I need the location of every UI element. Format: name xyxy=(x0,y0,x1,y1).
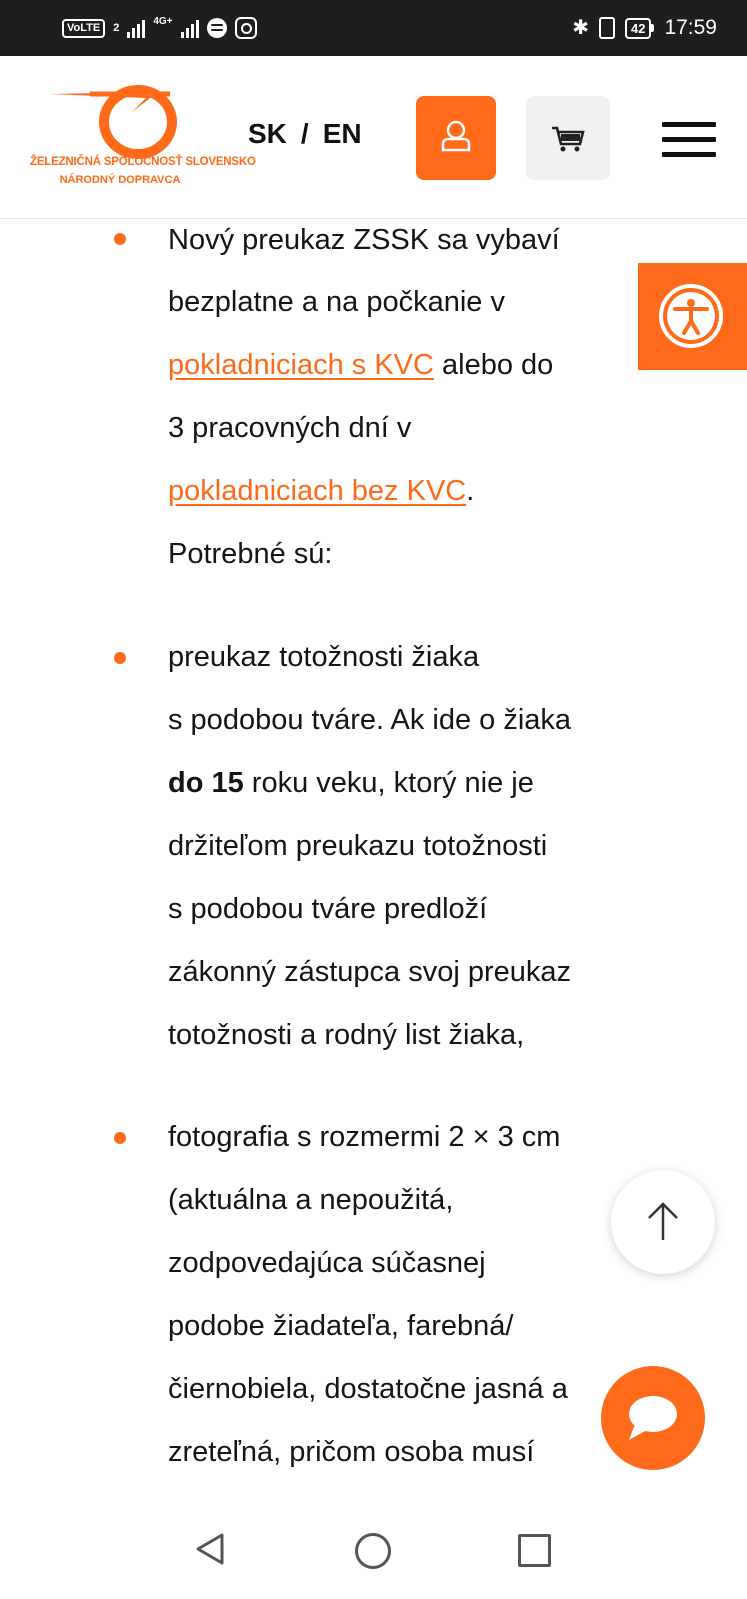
link-pokladnice-kvc[interactable]: pokladniciach s KVC xyxy=(168,349,434,381)
bluetooth-icon: ✱ xyxy=(572,17,589,39)
list-item-line: zákonný zástupca svoj preukaz xyxy=(168,956,571,988)
paragraph-line: 3 pracovných dní v xyxy=(168,412,412,444)
link-pokladnice-bez-kvc[interactable]: pokladniciach bez KVC xyxy=(168,475,467,507)
chat-button[interactable] xyxy=(601,1366,705,1470)
bullet-icon xyxy=(114,1132,126,1144)
paragraph-line xyxy=(168,348,553,382)
lang-separator: / xyxy=(300,118,309,149)
list-item-line: čiernobiela, dostatočne jasná a xyxy=(168,1373,568,1405)
status-bar xyxy=(0,0,747,56)
paragraph-line: Nový preukaz ZSSK sa vybaví xyxy=(168,224,560,256)
list-item-line: fotografia s rozmermi 2 × 3 cm xyxy=(168,1121,561,1153)
site-header xyxy=(0,56,747,219)
text-fragment: alebo do xyxy=(433,349,554,381)
user-icon xyxy=(416,96,496,180)
instagram-icon xyxy=(235,17,257,39)
battery-icon xyxy=(625,18,654,39)
recent-apps-icon[interactable] xyxy=(518,1534,551,1567)
list-item-line xyxy=(168,766,534,800)
list-item-line: s podobou tváre. Ak ide o žiaka xyxy=(168,704,572,736)
text-fragment: . xyxy=(466,475,475,507)
network-type: 4G+ xyxy=(153,16,173,27)
list-item-line: s podobou tváre predloží xyxy=(168,893,488,925)
paragraph-line xyxy=(168,474,474,508)
status-time: 17:59 xyxy=(664,16,717,39)
accessibility-button[interactable] xyxy=(638,263,747,370)
lang-en-link[interactable]: EN xyxy=(322,118,362,149)
list-item-line: držiteľom preukazu totožnosti xyxy=(168,830,548,862)
paragraph-line: Potrebné sú: xyxy=(168,538,333,570)
accessibility-icon xyxy=(638,263,747,370)
sim-number: 2 xyxy=(113,22,120,34)
signal-icon-2 xyxy=(181,18,199,38)
cart-icon xyxy=(526,96,610,180)
menu-icon[interactable] xyxy=(662,122,716,158)
status-left xyxy=(62,14,257,42)
article-content xyxy=(0,219,747,1509)
system-nav-bar xyxy=(0,1509,747,1599)
list-item-line: preukaz totožnosti žiaka xyxy=(168,641,480,673)
status-right xyxy=(572,12,717,44)
logo-text-company: ŽELEZNIČNÁ SPOLOČNOSŤ SLOVENSKO xyxy=(30,156,256,168)
list-item-line: zreteľná, pričom osoba musí xyxy=(168,1436,535,1468)
volte-icon: VoLTE xyxy=(62,19,105,38)
scroll-to-top-button[interactable] xyxy=(611,1170,715,1274)
bullet-icon xyxy=(114,652,126,664)
chat-icon xyxy=(601,1366,705,1470)
signal-icon xyxy=(127,18,145,38)
home-icon[interactable] xyxy=(355,1533,391,1569)
spotify-icon xyxy=(207,18,227,38)
list-item-line: zodpovedajúca súčasnej xyxy=(168,1247,486,1279)
language-switcher xyxy=(248,118,362,150)
text-fragment: roku veku, ktorý nie je xyxy=(243,767,534,799)
paragraph-line: bezplatne a na počkanie v xyxy=(168,286,505,318)
vibrate-icon xyxy=(599,17,615,39)
bold-text: do 15 xyxy=(168,767,244,799)
lang-sk-link[interactable]: SK xyxy=(248,118,287,149)
list-item-line: totožnosti a rodný list žiaka, xyxy=(168,1019,525,1051)
list-item-line: podobe žiadateľa, farebná/ xyxy=(168,1310,514,1342)
zssk-logo[interactable] xyxy=(30,82,256,192)
logo-mark-icon xyxy=(50,82,200,162)
back-icon[interactable] xyxy=(192,1531,228,1567)
logo-text-tagline: NÁRODNÝ DOPRAVCA xyxy=(59,174,181,186)
cart-button[interactable] xyxy=(526,96,610,180)
list-item-line: (aktuálna a nepoužitá, xyxy=(168,1184,454,1216)
user-account-button[interactable] xyxy=(416,96,496,180)
arrow-up-icon xyxy=(611,1170,715,1274)
battery-level: 42 xyxy=(625,18,651,39)
bullet-icon xyxy=(114,233,126,245)
